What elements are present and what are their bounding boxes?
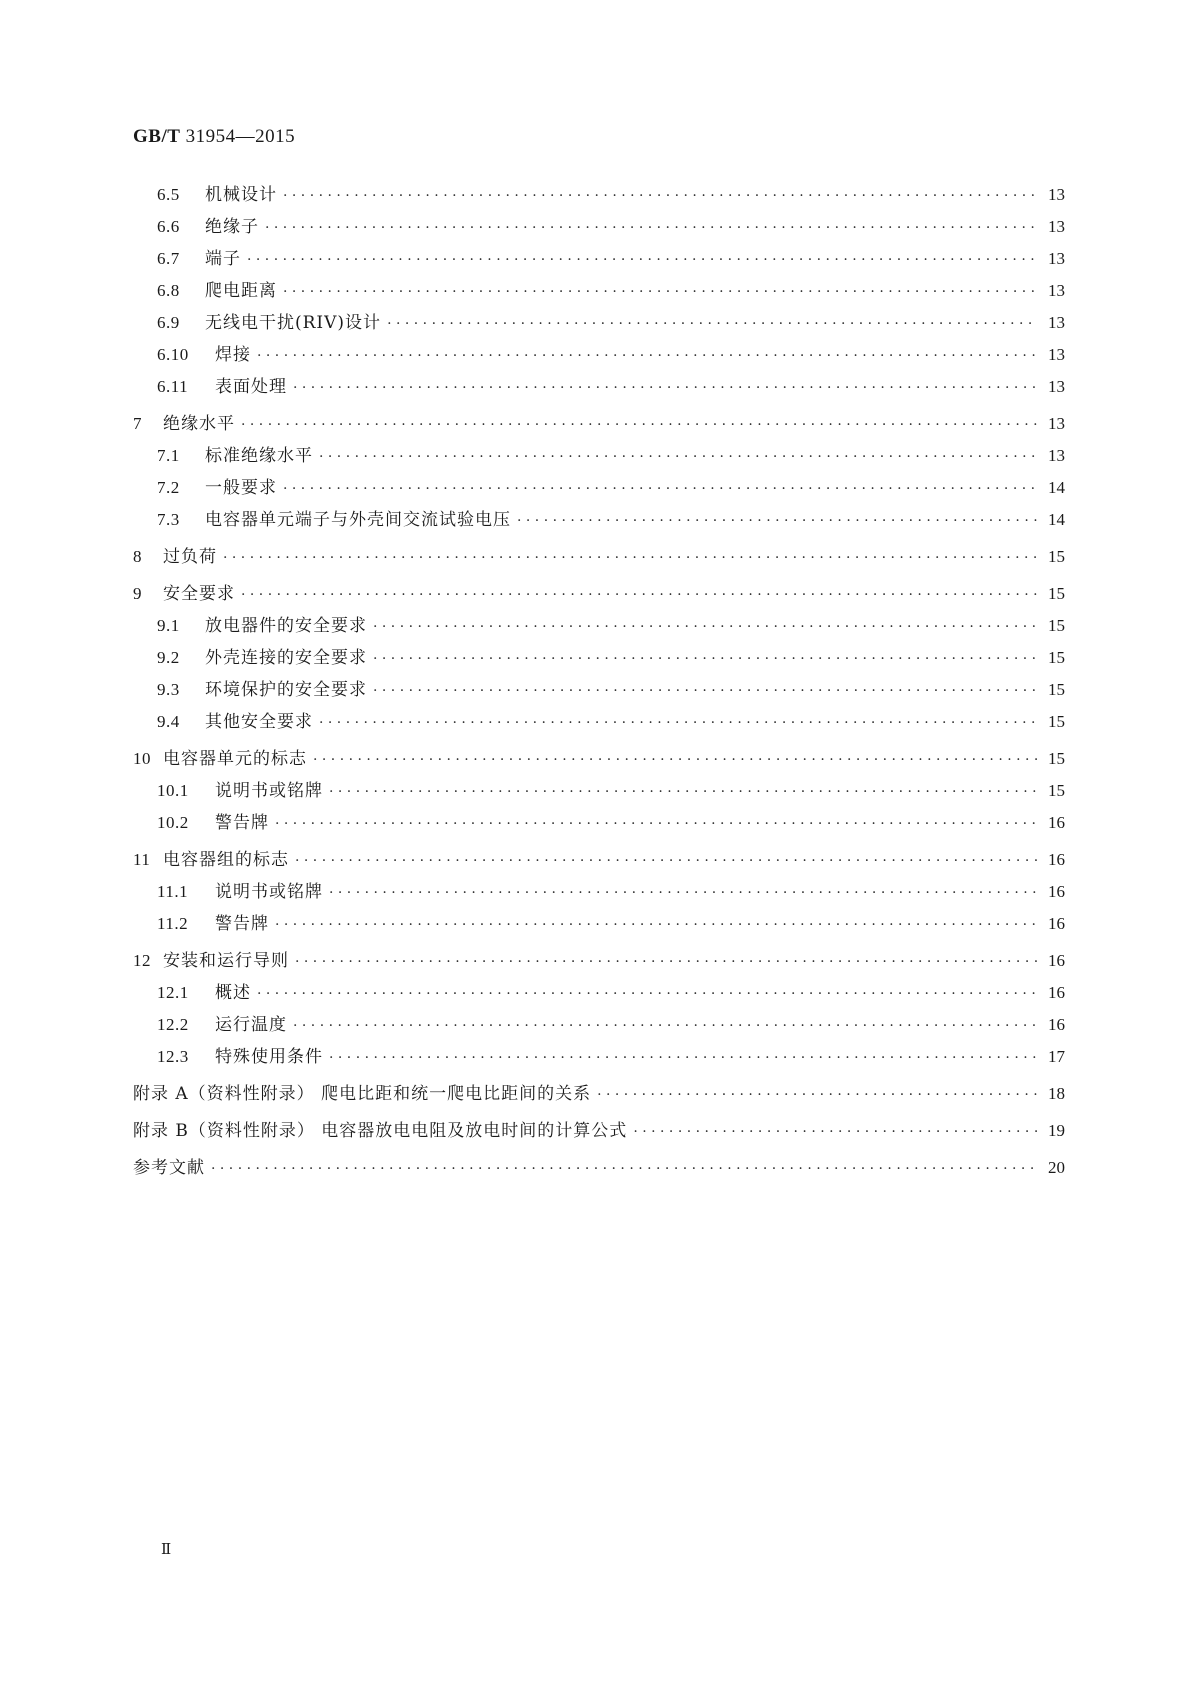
toc-entry-page: 13 [1048,414,1065,433]
toc-entry-page: 15 [1048,781,1065,800]
toc-dot-leader [597,1087,1037,1103]
toc-section-entry[interactable] [133,1079,1065,1111]
toc-subsection-entry[interactable] [133,1010,1065,1042]
toc-dot-leader [247,252,1037,268]
toc-subsection-entry[interactable] [133,1042,1065,1074]
toc-dot-leader [283,481,1037,497]
toc-subsection-entry[interactable] [133,909,1065,941]
toc-subsection-entry[interactable] [133,978,1065,1010]
toc-entry-page: 13 [1048,446,1065,465]
toc-entry-page: 13 [1048,185,1065,204]
toc-entry-title: 附录 B（资料性附录） 电容器放电电阻及放电时间的计算公式 [133,1121,628,1141]
toc-dot-leader [241,587,1037,603]
toc-entry-title: 外壳连接的安全要求 [205,648,367,668]
toc-dot-leader [329,1050,1037,1066]
toc-entry-number: 9.3 [157,680,180,699]
toc-entry-number: 6.10 [157,345,189,364]
toc-subsection-entry[interactable] [133,441,1065,473]
toc-section-entry[interactable] [133,744,1065,776]
toc-entry-page: 15 [1048,584,1065,603]
toc-entry-number: 6.8 [157,281,180,300]
toc-entry-page: 13 [1048,249,1065,268]
toc-entry-title: 概述 [215,983,251,1003]
toc-entry-title: 说明书或铭牌 [215,781,323,801]
toc-entry-page: 19 [1048,1121,1065,1140]
toc-subsection-entry[interactable] [133,643,1065,675]
toc-entry-page: 13 [1048,281,1065,300]
toc-section-entry[interactable] [133,946,1065,978]
toc-dot-leader [275,816,1037,832]
toc-dot-leader [387,316,1037,332]
toc-entry-title: 标准绝缘水平 [205,446,313,466]
toc-section-entry[interactable] [133,542,1065,574]
toc-entry-title: 端子 [205,249,241,269]
toc-entry-page: 16 [1048,983,1065,1002]
toc-entry-number: 6.6 [157,217,180,236]
table-of-contents [133,180,1065,1185]
toc-entry-title: 其他安全要求 [205,712,313,732]
toc-entry-title: 电容器单元端子与外壳间交流试验电压 [205,510,511,530]
toc-entry-page: 17 [1048,1047,1065,1066]
toc-dot-leader [373,683,1037,699]
toc-entry-page: 18 [1048,1084,1065,1103]
toc-entry-number: 12.3 [157,1047,189,1066]
toc-entry-number: 11.1 [157,882,189,901]
toc-subsection-entry[interactable] [133,505,1065,537]
toc-entry-title: 机械设计 [205,185,277,205]
standard-code-number: 31954—2015 [185,126,296,147]
toc-dot-leader [373,619,1037,635]
toc-subsection-entry[interactable] [133,675,1065,707]
toc-entry-title: 说明书或铭牌 [215,882,323,902]
toc-entry-number: 11.2 [157,914,189,933]
toc-entry-title: 附录 A（资料性附录） 爬电比距和统一爬电比距间的关系 [133,1084,592,1104]
toc-entry-title: 运行温度 [215,1015,287,1035]
toc-section-entry[interactable] [133,579,1065,611]
toc-entry-title: 环境保护的安全要求 [205,680,367,700]
toc-dot-leader [223,550,1037,566]
toc-section-entry[interactable] [133,845,1065,877]
toc-entry-page: 16 [1048,813,1065,832]
toc-entry-page: 15 [1048,648,1065,667]
toc-dot-leader [283,284,1037,300]
toc-entry-title: 放电器件的安全要求 [205,616,367,636]
toc-dot-leader [257,348,1037,364]
toc-entry-title: 焊接 [215,345,251,365]
toc-entry-title: 安全要求 [163,584,235,604]
toc-entry-number: 7 [133,414,142,433]
toc-entry-page: 16 [1048,882,1065,901]
toc-entry-number: 11 [133,850,151,869]
toc-entry-title: 绝缘水平 [163,414,235,434]
toc-entry-title: 一般要求 [205,478,277,498]
toc-entry-title: 过负荷 [163,547,217,567]
toc-entry-page: 16 [1048,951,1065,970]
toc-section-entry[interactable] [133,409,1065,441]
toc-subsection-entry[interactable] [133,372,1065,404]
toc-dot-leader [319,715,1037,731]
toc-entry-number: 6.5 [157,185,180,204]
toc-subsection-entry[interactable] [133,877,1065,909]
toc-entry-title: 电容器单元的标志 [163,749,307,769]
toc-dot-leader [257,986,1037,1002]
toc-entry-title: 表面处理 [215,377,287,397]
toc-subsection-entry[interactable] [133,180,1065,212]
toc-dot-leader [373,651,1037,667]
toc-entry-number: 9.2 [157,648,180,667]
toc-entry-page: 20 [1048,1158,1065,1177]
toc-entry-title: 警告牌 [215,914,269,934]
toc-entry-number: 10.1 [157,781,189,800]
toc-entry-page: 16 [1048,1015,1065,1034]
toc-entry-page: 13 [1048,377,1065,396]
toc-dot-leader [295,954,1037,970]
toc-entry-number: 8 [133,547,142,566]
toc-entry-page: 13 [1048,313,1065,332]
toc-entry-number: 7.1 [157,446,180,465]
toc-dot-leader [293,1018,1037,1034]
toc-subsection-entry[interactable] [133,776,1065,808]
toc-dot-leader [265,220,1037,236]
toc-entry-page: 15 [1048,616,1065,635]
toc-entry-title: 爬电距离 [205,281,277,301]
toc-entry-number: 10.2 [157,813,189,832]
toc-entry-title: 电容器组的标志 [163,850,289,870]
toc-dot-leader [329,885,1037,901]
toc-dot-leader [313,752,1037,768]
toc-dot-leader [275,917,1037,933]
toc-entry-number: 6.11 [157,377,189,396]
standard-code-prefix: GB/T [133,126,181,147]
toc-entry-number: 9.1 [157,616,180,635]
page-number: Ⅱ [161,1542,172,1558]
toc-subsection-entry[interactable] [133,308,1065,340]
toc-entry-page: 13 [1048,345,1065,364]
toc-entry-number: 6.7 [157,249,180,268]
toc-section-entry[interactable] [133,1153,1065,1185]
toc-subsection-entry[interactable] [133,473,1065,505]
toc-dot-leader [319,449,1037,465]
toc-entry-title: 特殊使用条件 [215,1047,323,1067]
toc-dot-leader [633,1124,1037,1140]
toc-entry-title: 绝缘子 [205,217,259,237]
toc-subsection-entry[interactable] [133,276,1065,308]
toc-dot-leader [293,380,1037,396]
standard-code [133,126,295,148]
toc-subsection-entry[interactable] [133,611,1065,643]
toc-entry-page: 16 [1048,914,1065,933]
toc-entry-title: 参考文献 [133,1158,205,1178]
toc-subsection-entry[interactable] [133,707,1065,739]
toc-entry-number: 9 [133,584,142,603]
toc-entry-page: 13 [1048,217,1065,236]
toc-entry-page: 15 [1048,680,1065,699]
toc-entry-number: 12 [133,951,151,970]
toc-entry-title: 安装和运行导则 [163,951,289,971]
toc-dot-leader [241,417,1037,433]
toc-entry-number: 12.1 [157,983,189,1002]
toc-subsection-entry[interactable] [133,808,1065,840]
toc-subsection-entry[interactable] [133,244,1065,276]
toc-entry-page: 15 [1048,712,1065,731]
toc-entry-title: 警告牌 [215,813,269,833]
toc-entry-number: 6.9 [157,313,180,332]
toc-entry-number: 7.2 [157,478,180,497]
toc-entry-number: 9.4 [157,712,180,731]
toc-entry-page: 15 [1048,547,1065,566]
toc-dot-leader [283,188,1037,204]
toc-dot-leader [329,784,1037,800]
toc-entry-page: 15 [1048,749,1065,768]
toc-section-entry[interactable] [133,1116,1065,1148]
toc-dot-leader [211,1161,1037,1177]
toc-dot-leader [295,853,1037,869]
toc-entry-page: 16 [1048,850,1065,869]
toc-subsection-entry[interactable] [133,340,1065,372]
toc-entry-number: 7.3 [157,510,180,529]
toc-dot-leader [517,513,1037,529]
toc-subsection-entry[interactable] [133,212,1065,244]
toc-entry-number: 12.2 [157,1015,189,1034]
toc-entry-page: 14 [1048,478,1065,497]
toc-entry-page: 14 [1048,510,1065,529]
toc-entry-title: 无线电干扰(RIV)设计 [205,313,382,333]
toc-entry-number: 10 [133,749,151,768]
